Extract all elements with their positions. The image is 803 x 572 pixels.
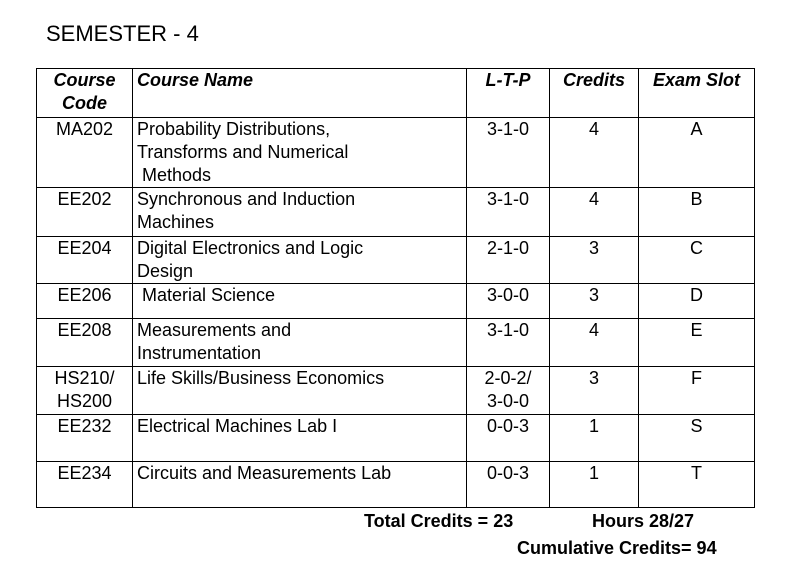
course-ltp: 3-1-0 [467,188,550,237]
table-row [37,462,755,508]
course-code: EE234 [37,462,133,508]
table-row [37,188,755,237]
table-row [37,367,755,415]
course-exam-slot: F [639,367,755,415]
course-ltp: 2-0-2/ 3-0-0 [467,367,550,415]
course-ltp: 3-1-0 [467,319,550,367]
course-ltp: 0-0-3 [467,415,550,462]
course-code: EE232 [37,415,133,462]
header-course-name: Course Name [133,69,467,118]
course-code: EE208 [37,319,133,367]
course-credits: 1 [550,415,639,462]
table-row [37,415,755,462]
header-exam-slot: Exam Slot [639,69,755,118]
course-code: EE206 [37,284,133,319]
course-credits: 4 [550,188,639,237]
course-exam-slot: C [639,237,755,284]
course-ltp: 3-0-0 [467,284,550,319]
course-exam-slot: T [639,462,755,508]
course-name: Digital Electronics and Logic Design [133,237,467,284]
table-header-row [37,69,755,118]
course-table [36,68,755,508]
course-code: MA202 [37,118,133,188]
table-row [37,237,755,284]
course-exam-slot: E [639,319,755,367]
header-credits: Credits [550,69,639,118]
table-row [37,118,755,188]
table-row [37,284,755,319]
table-row [37,319,755,367]
course-code: EE204 [37,237,133,284]
course-credits: 3 [550,367,639,415]
course-credits: 3 [550,284,639,319]
course-credits: 3 [550,237,639,284]
course-exam-slot: A [639,118,755,188]
course-name: Probability Distributions, Transforms and Numerical Methods [133,118,467,188]
hours: Hours 28/27 [592,511,695,531]
semester-title: SEMESTER - 4 [46,21,199,46]
course-exam-slot: D [639,284,755,319]
course-name: Synchronous and Induction Machines [133,188,467,237]
course-name: Material Science [133,284,467,319]
course-code: EE202 [37,188,133,237]
course-exam-slot: B [639,188,755,237]
course-name: Measurements and Instrumentation [133,319,467,367]
course-name: Electrical Machines Lab I [133,415,467,462]
header-course-code: Course Code [37,69,133,118]
header-ltp: L-T-P [467,69,550,118]
cumulative-credits: Cumulative Credits= 94 [517,538,717,558]
course-ltp: 3-1-0 [467,118,550,188]
course-credits: 4 [550,319,639,367]
total-credits: Total Credits = 23 [364,511,514,531]
course-exam-slot: S [639,415,755,462]
course-credits: 4 [550,118,639,188]
course-code: HS210/ HS200 [37,367,133,415]
course-ltp: 2-1-0 [467,237,550,284]
course-name: Life Skills/Business Economics [133,367,467,415]
course-ltp: 0-0-3 [467,462,550,508]
course-name: Circuits and Measurements Lab [133,462,467,508]
course-credits: 1 [550,462,639,508]
